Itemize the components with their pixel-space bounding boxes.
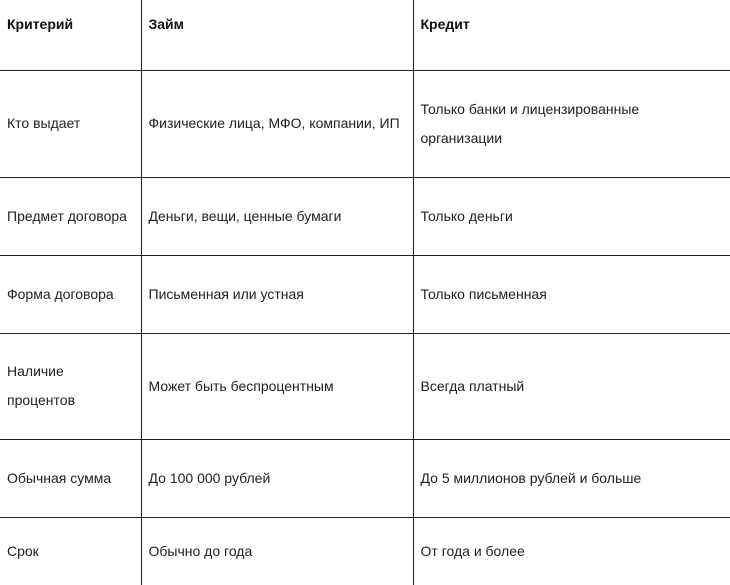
criterion-cell: Обычная сумма [0,439,141,517]
loan-cell: Обычно до года [141,517,413,585]
table-row [0,177,730,255]
credit-cell: Только письменная [413,255,730,333]
table-row [0,70,730,177]
criterion-cell: Кто выдает [0,70,141,177]
loan-cell: Физические лица, МФО, компании, ИП [141,70,413,177]
header-credit: Кредит [420,16,470,32]
credit-cell: От года и более [413,517,730,585]
criterion-cell: Форма договора [0,255,141,333]
credit-cell: Всегда платный [413,333,730,439]
table-row [0,255,730,333]
table-header-row [0,0,730,70]
credit-cell: До 5 миллионов рублей и больше [413,439,730,517]
table-row [0,517,730,585]
header-loan: Займ [141,0,413,70]
header-criterion: Критерий [0,0,141,70]
loan-cell: Письменная или устная [141,255,413,333]
criterion-cell: Наличие процентов [0,333,141,439]
table-row [0,439,730,517]
loan-cell: Может быть беспроцентным [141,333,413,439]
loan-cell: Деньги, вещи, ценные бумаги [141,177,413,255]
criterion-cell: Предмет договора [0,177,141,255]
table-row [0,333,730,439]
credit-cell: Только банки и лицензированные организации [413,70,730,177]
criterion-cell: Срок [0,517,141,585]
loan-cell: До 100 000 рублей [141,439,413,517]
credit-cell: Только деньги [413,177,730,255]
